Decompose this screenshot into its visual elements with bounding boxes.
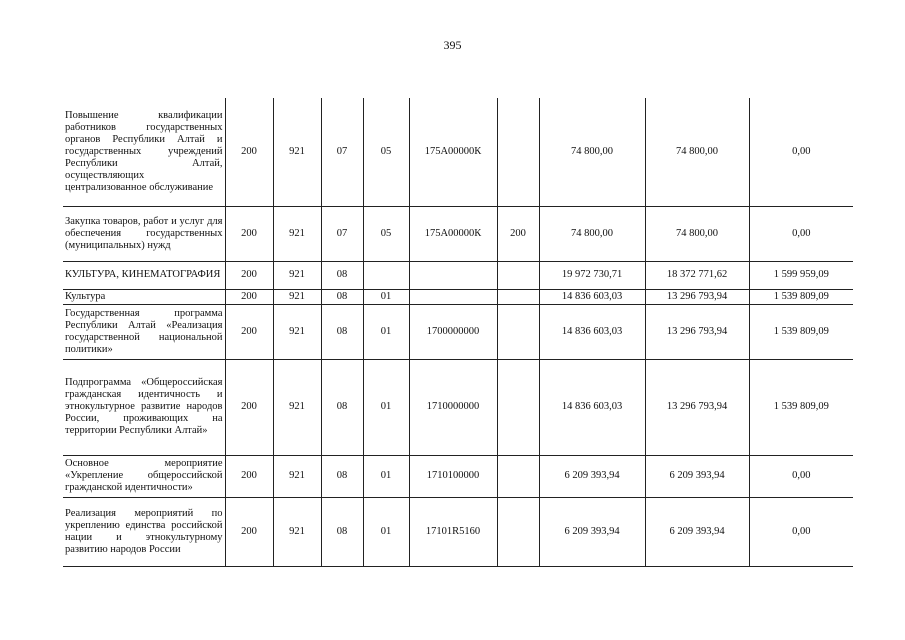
code-subsection: 05 [363,206,409,261]
code-target: 17101R5160 [409,497,497,566]
code-section: 08 [321,289,363,304]
row-name: Повышение квалификации работников государственных органов Республики Алтай и государственных учреждений Республики Алтай, осуществляющих централизованное обслуживание [63,98,225,206]
budget-table [63,98,853,567]
code-target [409,289,497,304]
value-planned: 6 209 393,94 [539,497,645,566]
code-ved: 921 [273,359,321,455]
code-subsection: 01 [363,304,409,359]
code-expense-type: 200 [497,206,539,261]
table-row [63,261,853,289]
code-ved: 921 [273,206,321,261]
code-target: 1710000000 [409,359,497,455]
code-subsection [363,261,409,289]
code-ved: 921 [273,261,321,289]
code-expense-type [497,98,539,206]
value-planned: 14 836 603,03 [539,289,645,304]
value-executed: 6 209 393,94 [645,497,749,566]
value-executed: 13 296 793,94 [645,289,749,304]
value-executed: 18 372 771,62 [645,261,749,289]
row-name: Реализация мероприятий по укреплению единства российской нации и этнокультурному развитию народов России [63,497,225,566]
code-subsection: 01 [363,497,409,566]
code-grbs: 200 [225,455,273,497]
code-target: 175А00000К [409,206,497,261]
code-section: 08 [321,497,363,566]
code-section: 08 [321,304,363,359]
code-ved: 921 [273,497,321,566]
row-name: КУЛЬТУРА, КИНЕМАТОГРАФИЯ [63,261,225,289]
code-subsection: 01 [363,289,409,304]
code-subsection: 01 [363,455,409,497]
code-expense-type [497,261,539,289]
value-difference: 0,00 [749,455,853,497]
code-section: 08 [321,261,363,289]
table-row [63,304,853,359]
row-name: Основное мероприятие «Укрепление общероссийской гражданской идентичности» [63,455,225,497]
code-target [409,261,497,289]
code-target: 175А00000К [409,98,497,206]
value-difference: 1 539 809,09 [749,289,853,304]
code-ved: 921 [273,289,321,304]
table-row [63,206,853,261]
value-planned: 74 800,00 [539,98,645,206]
table-row [63,98,853,206]
value-executed: 13 296 793,94 [645,304,749,359]
code-ved: 921 [273,98,321,206]
table-row [63,497,853,566]
code-subsection: 01 [363,359,409,455]
code-section: 08 [321,359,363,455]
value-difference: 1 539 809,09 [749,304,853,359]
value-difference: 1 599 959,09 [749,261,853,289]
value-executed: 74 800,00 [645,98,749,206]
code-section: 07 [321,206,363,261]
value-planned: 6 209 393,94 [539,455,645,497]
code-expense-type [497,304,539,359]
value-planned: 14 836 603,03 [539,304,645,359]
code-grbs: 200 [225,304,273,359]
code-grbs: 200 [225,261,273,289]
value-executed: 13 296 793,94 [645,359,749,455]
code-target: 1700000000 [409,304,497,359]
row-name: Подпрограмма «Общероссийская гражданская идентичность и этнокультурное развитие народов России, проживающих на территории Республики Алтай» [63,359,225,455]
code-grbs: 200 [225,497,273,566]
table-row [63,455,853,497]
code-grbs: 200 [225,98,273,206]
code-grbs: 200 [225,289,273,304]
code-subsection: 05 [363,98,409,206]
code-section: 07 [321,98,363,206]
value-difference: 1 539 809,09 [749,359,853,455]
value-difference: 0,00 [749,98,853,206]
value-planned: 14 836 603,03 [539,359,645,455]
table-row [63,289,853,304]
code-ved: 921 [273,304,321,359]
value-executed: 6 209 393,94 [645,455,749,497]
row-name: Закупка товаров, работ и услуг для обеспечения государственных (муниципальных) нужд [63,206,225,261]
page-number: 395 [443,38,462,52]
code-section: 08 [321,455,363,497]
code-target: 1710100000 [409,455,497,497]
code-expense-type [497,455,539,497]
code-ved: 921 [273,455,321,497]
code-grbs: 200 [225,359,273,455]
table-row [63,359,853,455]
code-expense-type [497,497,539,566]
value-planned: 74 800,00 [539,206,645,261]
code-grbs: 200 [225,206,273,261]
value-executed: 74 800,00 [645,206,749,261]
row-name: Культура [63,289,225,304]
code-expense-type [497,359,539,455]
value-difference: 0,00 [749,497,853,566]
code-expense-type [497,289,539,304]
value-difference: 0,00 [749,206,853,261]
row-name: Государственная программа Республики Алтай «Реализация государственной национальной политики» [63,304,225,359]
value-planned: 19 972 730,71 [539,261,645,289]
